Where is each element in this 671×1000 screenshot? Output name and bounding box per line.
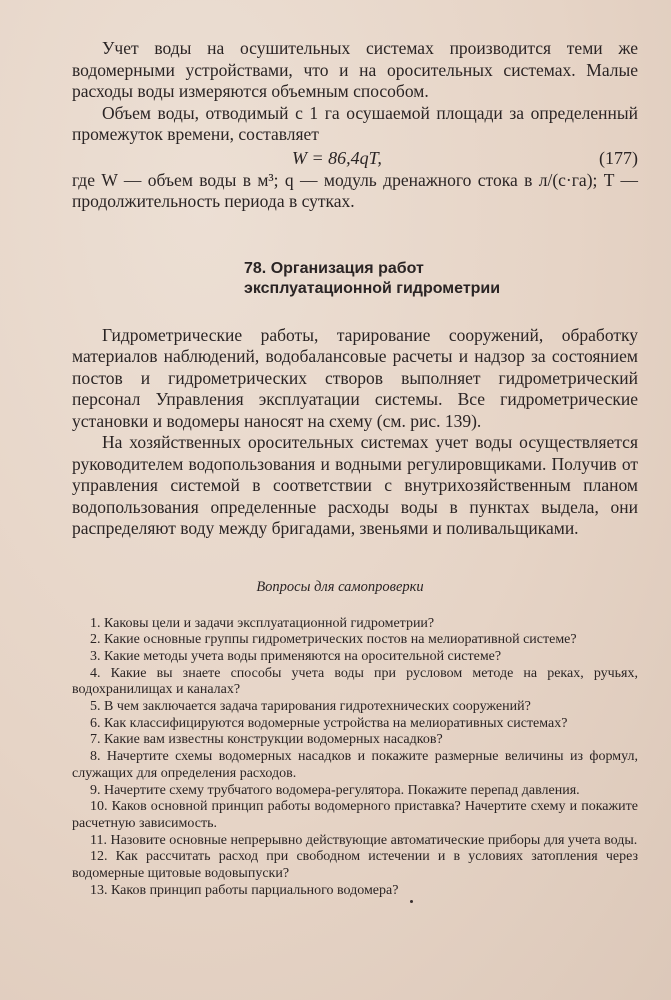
section-body xyxy=(72,325,638,540)
formula-explanation: где W — объем воды в м³; q — модуль дренажного стока в л/(с·га); T — продолжительность периода в сутках. xyxy=(72,169,638,211)
question-item: 4. Какие вы знаете способы учета воды при русловом методе на реках, ручьях, водохранилищах и каналах? xyxy=(72,665,638,698)
question-item: 12. Как рассчитать расход при свободном истечении и в условиях затопления через водомерные щитовые водовыпуски? xyxy=(72,849,638,882)
section-heading-line-1: 78. Организация работ xyxy=(244,259,424,277)
question-item: 11. Назовите основные непрерывно действующие автоматические приборы для учета воды. xyxy=(90,832,638,848)
formula-row xyxy=(72,146,638,170)
section-paragraph-2: На хозяйственных оросительных системах учет воды осуществляется руководителем водопользования и водными регулировщиками. Получив от управления системой в соответствии с внутрихозяйственным планом водопользования определенные расходы воды в пунктах выдела, они распределяют воду между бригадами, звеньями и поливальщиками. xyxy=(72,432,638,538)
question-item: 13. Каков принцип работы парциального водомера? xyxy=(90,882,399,898)
book-page xyxy=(72,38,638,913)
question-item: 7. Какие вам известны конструкции водомерных насадков? xyxy=(90,732,443,748)
formula: W = 86,4qT, xyxy=(292,147,382,168)
intro-paragraph-1: Учет воды на осушительных системах производится теми же водомерными устройствами, что и на оросительных системах. Малые расходы воды измеряются объемным способом. xyxy=(72,38,638,101)
question-item: 5. В чем заключается задача тарирования гидротехнических сооружений? xyxy=(90,699,531,715)
question-item: 1. Каковы цели и задачи эксплуатационной гидрометрии? xyxy=(90,615,435,631)
intro-paragraph-2: Объем воды, отводимый с 1 га осушаемой площади за определенный промежуток времени, составляет xyxy=(72,102,638,144)
question-item: 2. Какие основные группы гидрометрических постов на мелиоративной системе? xyxy=(90,632,577,648)
question-item: 3. Какие методы учета воды применяются на оросительной системе? xyxy=(90,648,502,664)
questions-title: Вопросы для самопроверки xyxy=(256,578,424,595)
formula-number: (177) xyxy=(599,147,638,168)
questions-list xyxy=(72,616,638,900)
section-heading xyxy=(72,259,638,299)
section-paragraph-1: Гидрометрические работы, тарирование сооружений, обработку материалов наблюдений, водобалансовые расчеты и надзор за состоянием постов и гидрометрических створов выполняет гидрометрический персонал Управления эксплуатации системы. Все гидрометрические установки и водомеры наносят на схему (см. рис. 139). xyxy=(72,324,638,431)
question-item: 9. Начертите схему трубчатого водомера-регулятора. Покажите перепад давления. xyxy=(90,782,580,798)
question-item: 10. Каков основной принцип работы водомерного приставка? Начертите схему и покажите расчетную зависимость. xyxy=(72,799,638,831)
section-heading-line-2: эксплуатационной гидрометрии xyxy=(244,279,501,297)
question-item: 8. Начертите схемы водомерных насадков и покажите размерные величины из формул, служащих для определения расходов. xyxy=(72,749,638,781)
question-item: 6. Как классифицируются водомерные устройства на мелиоративных системах? xyxy=(90,715,568,731)
print-speck xyxy=(410,900,413,903)
